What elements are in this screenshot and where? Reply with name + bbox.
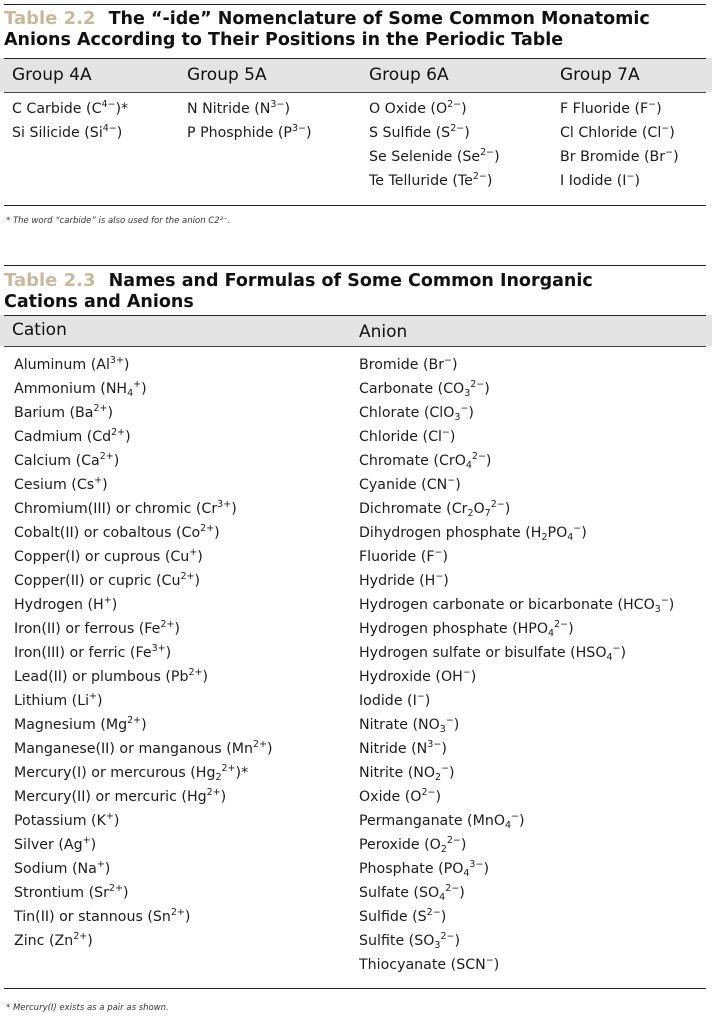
cation-cell: Chromium(III) or chromic $(Cr^{3+})$ — [14, 499, 237, 517]
anion-cell: Nitrate $(NO_3^-)$ — [359, 715, 460, 735]
table-2-2-number: Table 2.2 — [4, 8, 96, 29]
anion-cell: Fluoride (F−) — [359, 547, 449, 565]
cation-cell: Lithium (Li+) — [14, 691, 103, 709]
anion-cell: Nitride $(N^{3-})$ — [359, 739, 447, 757]
table-2-3-header-bottom-rule — [4, 346, 706, 347]
cation-cell: Cesium (Cs+) — [14, 475, 108, 493]
cation-cell: Cobalt(II) or cobaltous $(Co^{2+})$ — [14, 523, 220, 541]
cation-cell: Mercury(II) or mercuric $(Hg^{2+})$ — [14, 787, 227, 805]
anion-cell: Chlorate (ClO$_3$−) — [359, 403, 474, 423]
cation-cell: Copper(II) or cupric $(Cu^{2+})$ — [14, 571, 201, 589]
column-header-group-5a: Group 5A — [187, 65, 267, 85]
cation-cell: Lead(II) or plumbous $(Pb^{2+})$ — [14, 667, 209, 685]
cation-cell: Potassium (K+) — [14, 811, 120, 829]
cation-cell: Ammonium $(NH_4^+)$ — [14, 379, 147, 399]
table-2-3-top-rule — [4, 265, 706, 266]
anion-cell: Cl Chloride (Cl−) — [560, 123, 675, 141]
anion-cell: Hydrogen sulfate or bisulfate $(HSO_4^-)$ — [359, 643, 627, 663]
anion-cell: Hydroxide (OH−) — [359, 667, 477, 685]
cation-cell: Zinc $(Zn^{2+})$ — [14, 931, 93, 949]
anion-cell: Chromate (CrO$_4^{2-}$) — [359, 451, 492, 471]
anion-cell: O Oxide $(O^{2-})$ — [369, 99, 467, 117]
table-2-2-caption — [4, 8, 706, 51]
table-2-3-header-band — [0, 315, 712, 346]
anion-cell: S Sulfide $(S^{2-})$ — [369, 123, 470, 141]
anion-cell: Te Telluride $(Te^{2-})$ — [369, 171, 493, 189]
anion-cell: Dichromate $(Cr_2O_7^{2-})$ — [359, 499, 511, 519]
cation-cell: Iron(II) or ferrous $(Fe^{2+})$ — [14, 619, 180, 637]
anion-cell: Hydrogen phosphate $(HPO_4^{2-})$ — [359, 619, 574, 639]
column-header-group-7a: Group 7A — [560, 65, 640, 85]
anion-cell: I Iodide (I−) — [560, 171, 640, 189]
table-2-2-header-bottom-rule — [4, 92, 706, 93]
cation-cell: Hydrogen (H+) — [14, 595, 118, 613]
table-2-2-bottom-rule — [4, 205, 706, 206]
column-header-anion: Anion — [359, 322, 408, 342]
anion-cell: Thiocyanate (SCN−) — [359, 955, 500, 973]
anion-cell: Iodide (I−) — [359, 691, 431, 709]
cation-cell: Sodium (Na+) — [14, 859, 111, 877]
column-header-group-6a: Group 6A — [369, 65, 449, 85]
anion-cell: N Nitride $(N^{3-})$ — [187, 99, 290, 117]
anion-cell: C Carbide $(C^{4-})*$ — [12, 99, 129, 117]
anion-cell: Hydrogen carbonate or bicarbonate $(HCO_3^-)$ — [359, 595, 675, 615]
anion-cell: Hydride (H−) — [359, 571, 449, 589]
anion-cell: Peroxide $(O_2^{2-})$ — [359, 835, 467, 855]
cation-cell: Manganese(II) or manganous $(Mn^{2+})$ — [14, 739, 273, 757]
cation-cell: Silver (Ag+) — [14, 835, 97, 853]
anion-cell: Chloride (Cl−) — [359, 427, 456, 445]
cation-cell: Barium $(Ba^{2+})$ — [14, 403, 114, 421]
cation-cell: Calcium $(Ca^{2+})$ — [14, 451, 120, 469]
anion-cell: Br Bromide (Br−) — [560, 147, 679, 165]
anion-cell: Sulfate $(SO_4^{2-})$ — [359, 883, 465, 903]
table-2-2-header-top-rule — [4, 58, 706, 59]
anion-cell: Dihydrogen phosphate $(H_2PO_4^-)$ — [359, 523, 587, 543]
cation-cell: Aluminum $(Al^{3+})$ — [14, 355, 130, 373]
cation-cell: Magnesium $(Mg^{2+})$ — [14, 715, 147, 733]
cation-cell: Cadmium $(Cd^{2+})$ — [14, 427, 131, 445]
table-2-3-header-top-rule — [4, 315, 706, 316]
anion-cell: Sulfide $(S^{2-})$ — [359, 907, 447, 925]
anion-cell: Sulfite $(SO_3^{2-})$ — [359, 931, 460, 951]
anion-cell: Si Silicide $(Si^{4-})$ — [12, 123, 123, 141]
table-2-2-footnote: * The word “carbide” is also used for the anion C2²⁻. — [6, 216, 231, 226]
anion-cell: Carbonate $(CO_3^{2-})$ — [359, 379, 490, 399]
cation-cell: Iron(III) or ferric $(Fe^{3+})$ — [14, 643, 172, 661]
cation-cell: Tin(II) or stannous $(Sn^{2+})$ — [14, 907, 191, 925]
column-header-group-4a: Group 4A — [12, 65, 92, 85]
table-2-2-title-line2: Anions According to Their Positions in the Periodic Table — [4, 30, 564, 50]
table-2-3-caption — [4, 270, 706, 313]
anion-cell: Permanganate (MnO$_4$−) — [359, 811, 525, 831]
cation-cell: Copper(I) or cuprous (Cu+) — [14, 547, 203, 565]
anion-cell: Se Selenide $(Se^{2-})$ — [369, 147, 500, 165]
table-2-3-bottom-rule — [4, 988, 706, 989]
table-2-3-footnote: * Mercury(I) exists as a pair as shown. — [6, 1003, 169, 1013]
anion-cell: Bromide (Br−) — [359, 355, 458, 373]
anion-cell: Oxide $(O^{2-})$ — [359, 787, 442, 805]
cation-cell: Strontium $(Sr^{2+})$ — [14, 883, 129, 901]
table-2-2-title-line1: The “-ide” Nomenclature of Some Common Monatomic — [108, 9, 650, 29]
table-2-3-number: Table 2.3 — [4, 270, 96, 291]
table-2-3-title-line1: Names and Formulas of Some Common Inorganic — [108, 271, 593, 291]
table-2-3-title-line2: Cations and Anions — [4, 292, 194, 312]
anion-cell: Cyanide (CN−) — [359, 475, 461, 493]
anion-cell: Nitrite $(NO_2^-)$ — [359, 763, 455, 783]
table-2-2-top-rule — [4, 4, 706, 5]
anion-cell: Phosphate $(PO_4^{3-})$ — [359, 859, 489, 879]
column-header-cation: Cation — [12, 320, 67, 340]
cation-cell: Mercury(I) or mercurous $(Hg_2^{2+})*$ — [14, 763, 249, 783]
anion-cell: F Fluoride (F−) — [560, 99, 662, 117]
anion-cell: P Phosphide $(P^{3-})$ — [187, 123, 312, 141]
